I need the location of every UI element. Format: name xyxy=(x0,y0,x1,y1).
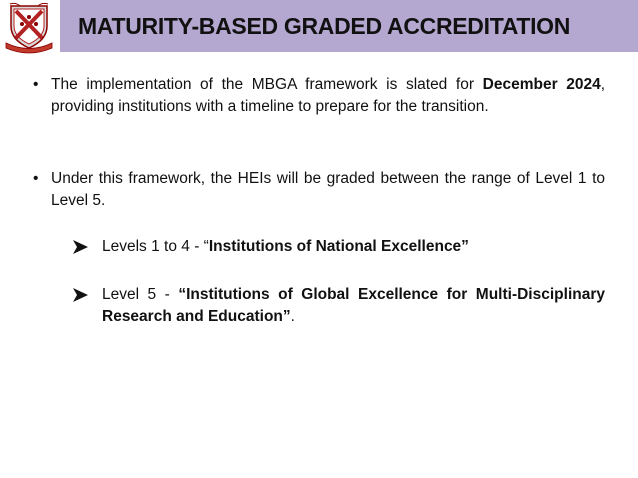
bullet-item xyxy=(33,74,605,118)
title-bar xyxy=(60,0,638,52)
bullet-dot: • xyxy=(33,76,39,93)
bullet-item xyxy=(33,168,605,212)
bullet-emphasis: December 2024 xyxy=(482,76,601,93)
bullet-text: The implementation of the MBGA framework is slated for December 2024, providing institutions with a timeline to prepare for the transition. xyxy=(51,76,606,115)
bullet-text: Under this framework, the HEIs will be graded between the range of Level 1 to Level 5. xyxy=(51,170,605,209)
sub-bullet-text: Level 5 - “Institutions of Global Excellence for Multi-Disciplinary Research and Education”. xyxy=(102,286,605,325)
page-title: MATURITY-BASED GRADED ACCREDITATION xyxy=(78,12,571,39)
sub-bullet-item xyxy=(72,236,605,258)
bullet-dot: • xyxy=(33,170,39,187)
sub-bullet-text: Levels 1 to 4 - “Institutions of National Excellence” xyxy=(102,238,469,255)
arrow-bullet-icon xyxy=(72,236,90,258)
sub-bullet-item xyxy=(72,284,605,328)
university-crest-logo xyxy=(2,2,56,54)
arrow-bullet-icon xyxy=(72,284,90,306)
